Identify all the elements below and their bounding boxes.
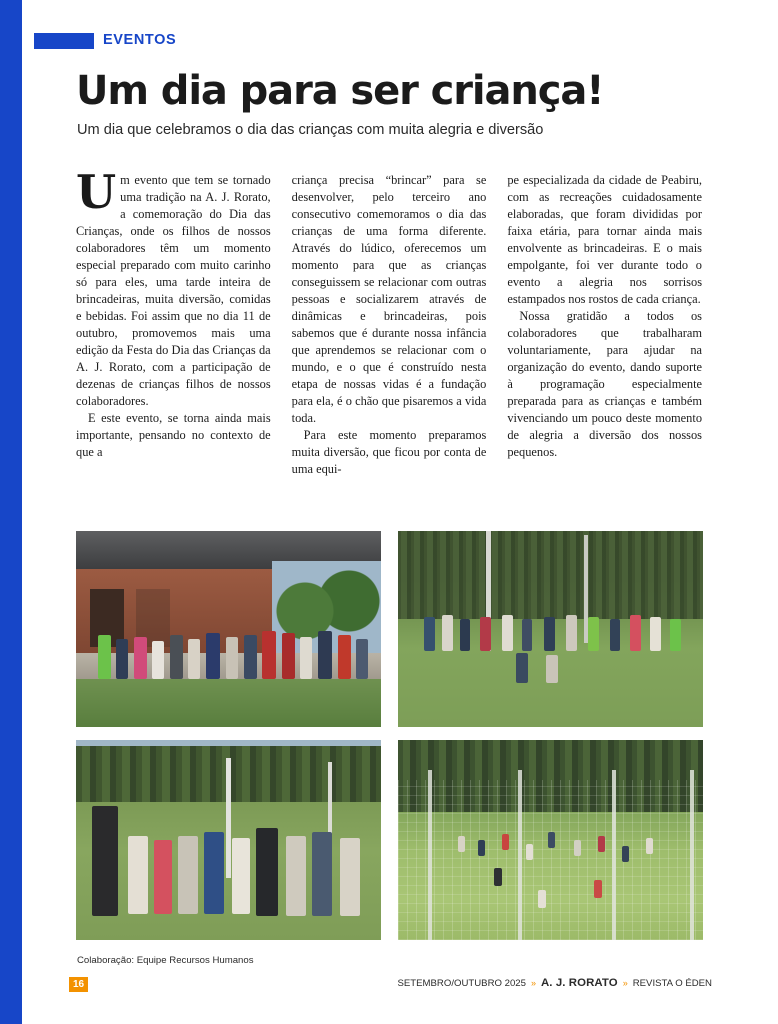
photo-person (622, 846, 629, 862)
photo-person (574, 840, 581, 856)
footer-magazine: REVISTA O ÉDEN (632, 977, 712, 989)
photo-person (598, 836, 605, 852)
photo-person (516, 653, 528, 683)
photo-person (256, 828, 278, 916)
photo-person (134, 637, 147, 679)
page-subtitle: Um dia que celebramos o dia das crianças com muita alegria e diversão (77, 122, 544, 138)
footer-issue: SETEMBRO/OUTUBRO 2025 (397, 977, 526, 989)
photo-person (92, 806, 118, 916)
photo-fence-mesh (398, 780, 703, 940)
photo-person (594, 880, 602, 898)
section-accent-bar (34, 33, 94, 49)
photo-person (244, 635, 257, 679)
photo-person (178, 836, 198, 914)
photo-fence-post (518, 770, 522, 940)
photo-person (480, 617, 491, 651)
photo-fence-post (690, 770, 694, 940)
photo-person (232, 838, 250, 914)
photo-person (128, 836, 148, 914)
photo-person (170, 635, 183, 679)
left-blue-rail (0, 0, 22, 1024)
paragraph-text: m evento que tem se tornado uma tradição na A. J. Rorato, a comemoração do Dia das Crianças, onde os filhos de nossos colaboradores têm um momento especial preparado com muito carinho só para eles, uma tarde inteira de brincadeiras, muita diversão, comidas e bebidas. Foi assim que no dia 11 de outubro, promovemos mais uma edição da Festa do Dia das Crianças da A. J. Rorato, com a participação de dezenas de crianças filhos de nossos colaboradores. (76, 173, 271, 408)
photo-fence-post (612, 770, 616, 940)
article-column-2 (292, 172, 487, 478)
photo-person (460, 619, 470, 651)
photo-person (154, 840, 172, 914)
photo-person (424, 617, 435, 651)
photo-person (522, 619, 532, 651)
article-column-3 (507, 172, 702, 478)
paragraph: pe especializada da cidade de Peabiru, com as recreações cuidadosamente elaboradas, que foram divididas por faixa etária, para tornar ainda mais envolvente as brincadeiras. E o mais empolgante, foi ver durante todo o evento a alegria nos sorrisos estampados nos rostos de cada criança. (507, 173, 703, 306)
photo-person (152, 641, 164, 679)
photo-person (312, 832, 332, 916)
photo-person (566, 615, 577, 651)
photo-person (588, 617, 599, 651)
paragraph: Nossa gratidão a todos os colaboradores que trabalharam voluntariamente, para ajudar na organização do evento, dando suporte à programação especialmente preparada para as crianças e também vivenciando um pouco deste momento de alegria a diversão dos nossos pequenos. (507, 308, 703, 459)
section-label: EVENTOS (103, 32, 177, 48)
photo-person (338, 635, 351, 679)
photo-person (646, 838, 653, 854)
photo-kids-at-warehouse (76, 531, 381, 727)
photo-person (282, 633, 295, 679)
photo-person (262, 631, 276, 679)
photo-circle-on-grass (398, 531, 703, 727)
photo-person (340, 838, 360, 916)
photo-person (458, 836, 465, 852)
footer (397, 977, 712, 989)
photo-fence-post (428, 770, 432, 940)
photo-gallery (76, 531, 703, 953)
photo-kids-outdoor-line (76, 740, 381, 940)
page-number-badge: 16 (69, 977, 88, 992)
photo-aerial-field (398, 740, 703, 940)
page-title: Um dia para ser criança! (76, 68, 604, 114)
photo-row-top (76, 531, 703, 727)
footer-brand: A. J. RORATO (540, 977, 618, 989)
photo-person (548, 832, 555, 848)
photo-person (116, 639, 128, 679)
footer-separator-icon: » (622, 978, 628, 988)
photo-person (226, 637, 238, 679)
paragraph: Para este momento preparamos muita diversão, que ficou por conta de uma equi- (291, 427, 487, 476)
photo-person (286, 836, 306, 916)
photo-pole-shape (226, 758, 231, 878)
photo-caption: Colaboração: Equipe Recursos Humanos (77, 955, 254, 966)
photo-person (300, 637, 312, 679)
photo-person (318, 631, 332, 679)
photo-person (494, 868, 502, 886)
article-column-1 (76, 165, 271, 478)
paragraph: E este evento, se torna ainda mais importante, pensando no contexto de que a (76, 410, 271, 459)
photo-person (650, 617, 661, 651)
drop-cap: U (76, 165, 117, 219)
photo-row-bottom (76, 740, 703, 940)
photo-person (206, 633, 220, 679)
photo-person (478, 840, 485, 856)
photo-person (204, 832, 224, 914)
photo-person (630, 615, 641, 651)
photo-person (538, 890, 546, 908)
photo-forest-shape (398, 531, 703, 619)
photo-person (670, 619, 681, 651)
article-body (76, 165, 703, 478)
photo-person (502, 834, 509, 850)
paragraph (76, 165, 271, 410)
photo-person (502, 615, 513, 651)
photo-person (610, 619, 620, 651)
photo-person (526, 844, 533, 860)
photo-person (442, 615, 453, 651)
photo-grass-shape (76, 679, 381, 727)
photo-person (98, 635, 111, 679)
photo-person (356, 639, 368, 679)
photo-person (188, 639, 200, 679)
photo-person (546, 655, 558, 683)
footer-separator-icon: » (530, 978, 536, 988)
photo-person (544, 617, 555, 651)
paragraph: criança precisa “brincar” para se desenvolver, pelo terceiro ano consecutivo comemoramos o dia das crianças de uma forma diferente. Através do lúdico, oferecemos um momento para que as crianças conseguissem se relacionar com outras pessoas e socializarem através de dinâmicas e brincadeiras, pois sabemos que é durante nossa infância que aprendemos se relacionar com o mundo, e o que é construído nesta etapa de nossas vidas é a fundação para ela, é o chão que pisaremos a vida toda. (291, 173, 487, 425)
